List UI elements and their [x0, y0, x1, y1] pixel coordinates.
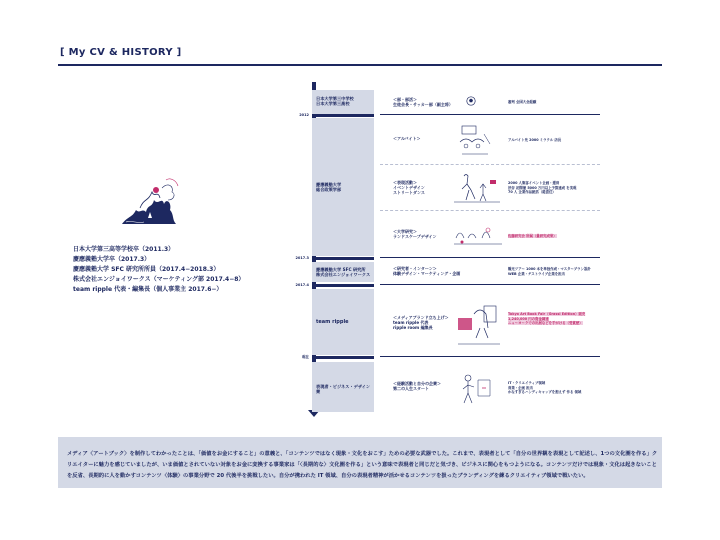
person-sketch-icon	[456, 372, 496, 408]
period-label: team ripple	[316, 319, 349, 325]
period-box	[312, 262, 374, 282]
row-note-highlight: 佐藤研究会 所属（量研究成果）	[508, 234, 557, 238]
cafe-sketch-icon	[456, 124, 496, 160]
profile-line: 慶應義塾大学 SFC 研究所所員（2017.4−2018.3）	[73, 266, 220, 273]
dancer-sketch-icon	[452, 172, 502, 206]
landscape-sketch-icon	[452, 222, 504, 246]
row-note-highlight: Tokyo Art Book Fair（Grassi Edition）販売 1,240,000 円の資金調達 ニューヨークでの出展などを手がける（受賞歴）	[508, 312, 586, 326]
row-separator	[380, 284, 600, 285]
sketch-illustration	[118, 178, 180, 232]
row-separator	[380, 356, 600, 357]
row-category: ＜メディアブランド立ち上げ＞ team ripple 代表 ripple room 編集長	[393, 315, 449, 330]
soccer-ball-icon	[466, 96, 476, 106]
profile-line: 日本大学第三高等学校卒（2011.3）	[73, 246, 175, 253]
row-note: IT・クリエイティブ領域 営業・企画 担当 かなすぎるハンディキャップを抱えず 作る 領域	[508, 381, 582, 395]
row-category: ＜表現活動＞ イベントデザイン ストリートダンス	[393, 180, 425, 195]
period-label: 慶應義塾大学 SFC 研究所 株式会社エンジョイワークス	[316, 267, 371, 277]
row-note	[508, 312, 585, 326]
period-box	[312, 90, 374, 114]
year-label: 2012	[299, 113, 309, 117]
profile-line: 慶應義塾大学卒（2017.3）	[73, 256, 151, 263]
profile-line: team ripple 代表・編集長（個人事業主 2017.6−）	[73, 286, 223, 293]
period-box	[312, 118, 374, 256]
period-label: 日本大学第三中学校 日本大学第三高校	[316, 96, 354, 106]
period-divider	[312, 356, 374, 359]
row-note: 2000 人集客イベント企画・運営 渋谷 初開催 5000 万円以上予算達成 を実現 70 人 企業作品統括（総責任）	[508, 181, 577, 195]
profile-list	[73, 245, 244, 295]
year-label: 2017.4	[295, 283, 309, 287]
period-label: 表現者・ビジネス・デザイン業	[316, 384, 371, 394]
row-category: ＜大学研究＞ ランドスケープデザイン	[393, 229, 437, 239]
row-note: アルバイト先 2000 ミラクル 店長	[508, 138, 562, 142]
row-category: ＜アルバイト＞	[393, 136, 421, 141]
period-label: 慶應義塾大学 総合政策学部	[316, 182, 342, 192]
period-divider	[312, 257, 374, 260]
footer-text: メディア〈アートブック〉を制作してわかったことは、「価値をお金にすること」の意義と、「コンテンツではなく現象・文化をおこす」ための必要な武器でした。これまで、表現者として「自分の世界観を表現として記述し、1つの文化圏を作る」クリエイターに魅力を感じていましたが、いま価値とされていない対象をお金に変換する事業家は「〈長期的な〉文化圏を作る」という意味で表現者と同じだと気づき、ビジネスに関心をもつようになる。コンテンツだけでは現象・文化は起きないことを反省、長期的に人を動かすコンテンツ〈体験〉の事業分野で 20 代後半を挑戦したい。自分が携われた IT 領域、自分の表現者精神が活かせるコンテンツを扱ったブランディングを練るクリエイティブ領域で戦いたい。	[67, 451, 658, 479]
row-separator	[380, 257, 600, 258]
period-box	[312, 362, 374, 412]
page-title: [ My CV & HISTORY ]	[60, 47, 182, 58]
header-rule	[58, 64, 662, 66]
period-divider	[312, 114, 374, 117]
period-divider	[312, 284, 374, 287]
period-box	[312, 289, 374, 355]
row-category: ＜部・部活＞ 生徒会長・サッカー部（副主将）	[393, 97, 453, 107]
row-separator	[380, 114, 600, 115]
year-label: 現在	[302, 355, 309, 359]
row-divider-dashed	[380, 164, 600, 165]
year-label: 2017.3	[295, 256, 309, 260]
row-category: ＜経験活動と自分の企業＞ 第二の人生スタート	[393, 381, 441, 391]
row-note: 観光ツアー 1000 本を単独作成・マスタープラン設計 WEB 企業・ゲストライブ企業を担当	[508, 267, 591, 276]
row-category: ＜研究者・インターン＞ 体験デザイン・マーケティング・企画	[393, 266, 461, 276]
row-note: 審判 全国大会経験	[508, 100, 537, 104]
row-divider-dashed	[380, 210, 600, 211]
row-note	[508, 234, 557, 239]
book-sketch-icon	[454, 300, 504, 350]
profile-line: 株式会社エンジョイワークス（マーケティング部 2017.4−8）	[73, 276, 245, 283]
